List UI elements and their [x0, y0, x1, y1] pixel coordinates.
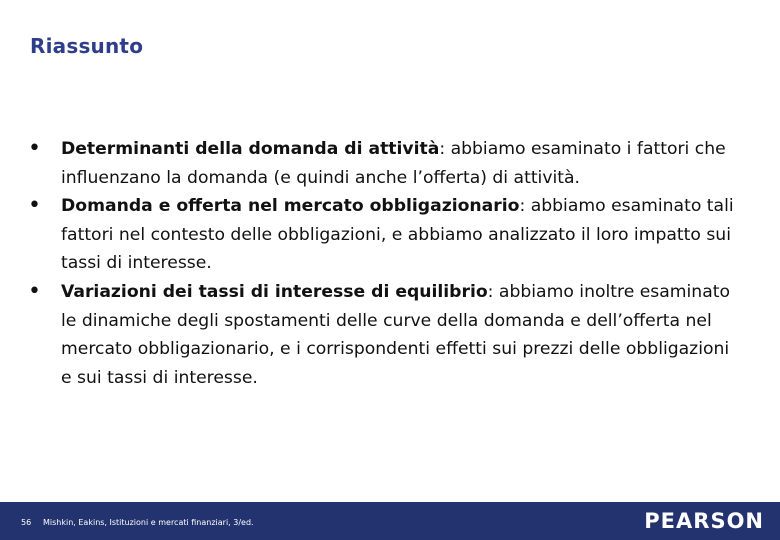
bullet-item: [28, 192, 740, 278]
footer-citation: Mishkin, Eakins, Istituzioni e mercati finanziari, 3/ed.: [43, 518, 254, 527]
footer-bar: [0, 502, 780, 540]
bullet-term: Determinanti della domanda di attività: [61, 139, 440, 159]
bullet-text: : abbiamo inoltre esaminato le dinamiche degli spostamenti delle curve della domanda e dell’offerta nel mercato obbligazionario, e i corrispondenti effetti sui prezzi delle obbligazioni e sui tassi di interesse.: [61, 281, 730, 388]
bullet-list: [28, 135, 740, 392]
slide-title: Riassunto: [30, 34, 144, 58]
bullet-icon: •: [28, 193, 41, 219]
page-number: 56: [21, 518, 32, 527]
bullet-item: [28, 278, 740, 392]
bullet-item: [28, 135, 740, 192]
bullet-term: Domanda e offerta nel mercato obbligazionario: [61, 196, 520, 217]
bullet-icon: •: [28, 278, 41, 304]
pearson-logo: PEARSON: [644, 509, 764, 533]
bullet-term: Variazioni dei tassi di interesse di equilibrio: [61, 281, 488, 302]
bullet-text: : abbiamo esaminato i fattori che influenzano la domanda (e quindi anche l’offerta) di attività.: [61, 139, 726, 188]
bullet-icon: •: [28, 136, 41, 161]
bullet-text: : abbiamo esaminato tali fattori nel contesto delle obbligazioni, e abbiamo analizzato il loro impatto sui tassi di interesse.: [61, 196, 734, 274]
